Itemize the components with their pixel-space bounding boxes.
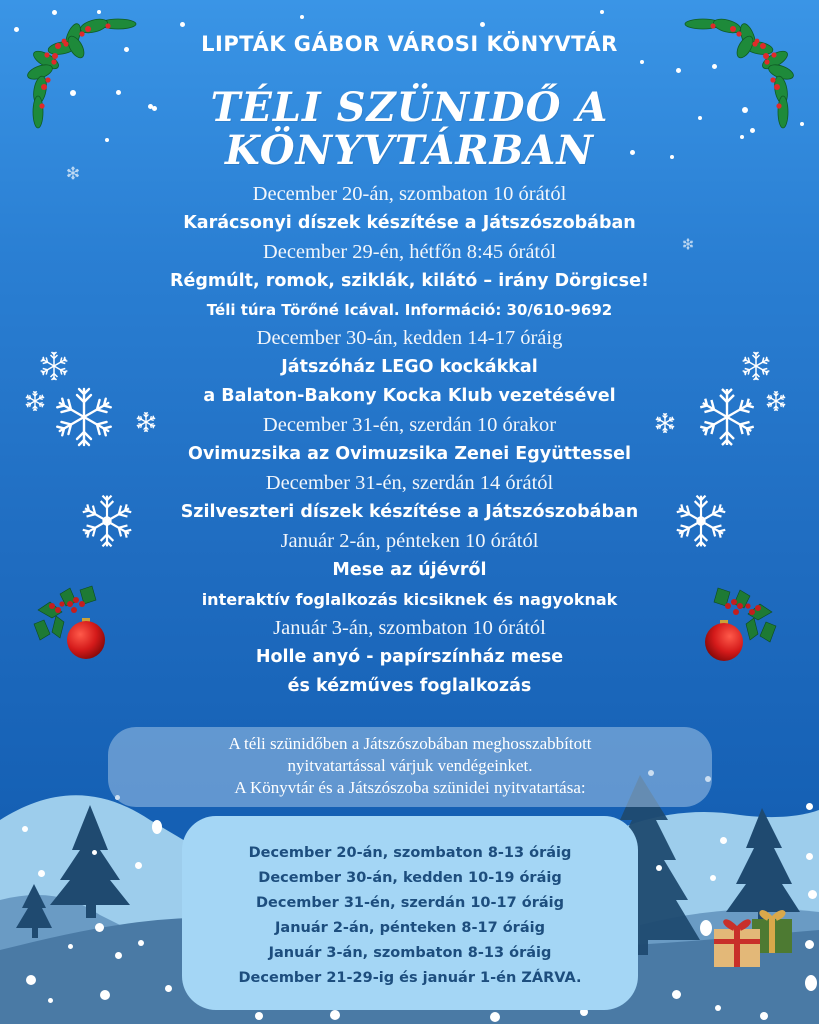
hours-row: December 21-29-ig és január 1-én ZÁRVA. <box>238 970 582 986</box>
note-line-1: A téli szünidőben a Játszószobában meghosszabbított <box>228 734 592 753</box>
opening-hours-box <box>182 816 638 1010</box>
event-subtitle: interaktív foglalkozás kicsiknek és nagyoknak <box>201 590 618 609</box>
event-title: Szilveszteri díszek készítése a Játszószobában <box>180 502 639 522</box>
event-date: December 31-én, szerdán 10 órakor <box>262 414 557 436</box>
note-line-2: nyitvatartással várjuk vendégeinket. <box>287 756 533 775</box>
library-name: LIPTÁK GÁBOR VÁROSI KÖNYVTÁR <box>201 32 618 56</box>
page-title <box>0 86 819 172</box>
event-date: December 20-án, szombaton 10 órától <box>252 183 567 205</box>
note-line-3: A Könyvtár és a Játszószoba szünidei nyitvatartása: <box>234 778 586 797</box>
event-item <box>0 527 819 614</box>
event-date: December 31-én, szerdán 14 órától <box>265 472 554 494</box>
event-date: December 29-én, hétfőn 8:45 órától <box>262 241 557 263</box>
event-subtitle: és kézműves foglalkozás <box>287 676 532 696</box>
event-title: Karácsonyi díszek készítése a Játszószobában <box>183 213 636 233</box>
hours-row: Január 3-án, szombaton 8-13 óráig <box>268 945 552 961</box>
event-subtitle: Téli túra Törőné Icával. Információ: 30/610-9692 <box>206 301 613 319</box>
event-title: Mese az újévről <box>332 560 487 580</box>
opening-note <box>108 727 712 807</box>
event-subtitle: a Balaton-Bakony Kocka Klub vezetésével <box>203 386 616 406</box>
event-title: Holle anyó - papírszínház mese <box>255 647 564 667</box>
title-line-2: KÖNYVTÁRBAN <box>225 127 594 174</box>
hours-row: Január 2-án, pénteken 8-17 óráig <box>275 920 545 936</box>
event-date: December 30-án, kedden 14-17 óráig <box>256 327 563 349</box>
title-line-1: TÉLI SZÜNIDŐ A <box>210 84 609 131</box>
event-item <box>0 614 819 701</box>
events-list <box>0 180 819 701</box>
hours-row: December 30-án, kedden 10-19 óráig <box>258 870 562 886</box>
event-item <box>0 411 819 469</box>
event-title: Régmúlt, romok, sziklák, kilátó – irány Dörgicse! <box>170 271 649 291</box>
gift-box-icon <box>710 905 800 970</box>
event-item <box>0 324 819 411</box>
event-title: Ovimuzsika az Ovimuzsika Zenei Együttessel <box>188 444 631 464</box>
event-item <box>0 469 819 527</box>
event-item <box>0 180 819 238</box>
event-title: Játszóház LEGO kockákkal <box>281 357 538 377</box>
hours-row: December 31-én, szerdán 10-17 óráig <box>256 895 564 911</box>
hours-row: December 20-án, szombaton 8-13 óráig <box>248 845 572 861</box>
event-date: Január 3-án, szombaton 10 órától <box>273 617 546 639</box>
event-date: Január 2-án, pénteken 10 órától <box>280 530 539 552</box>
event-item <box>0 238 819 324</box>
